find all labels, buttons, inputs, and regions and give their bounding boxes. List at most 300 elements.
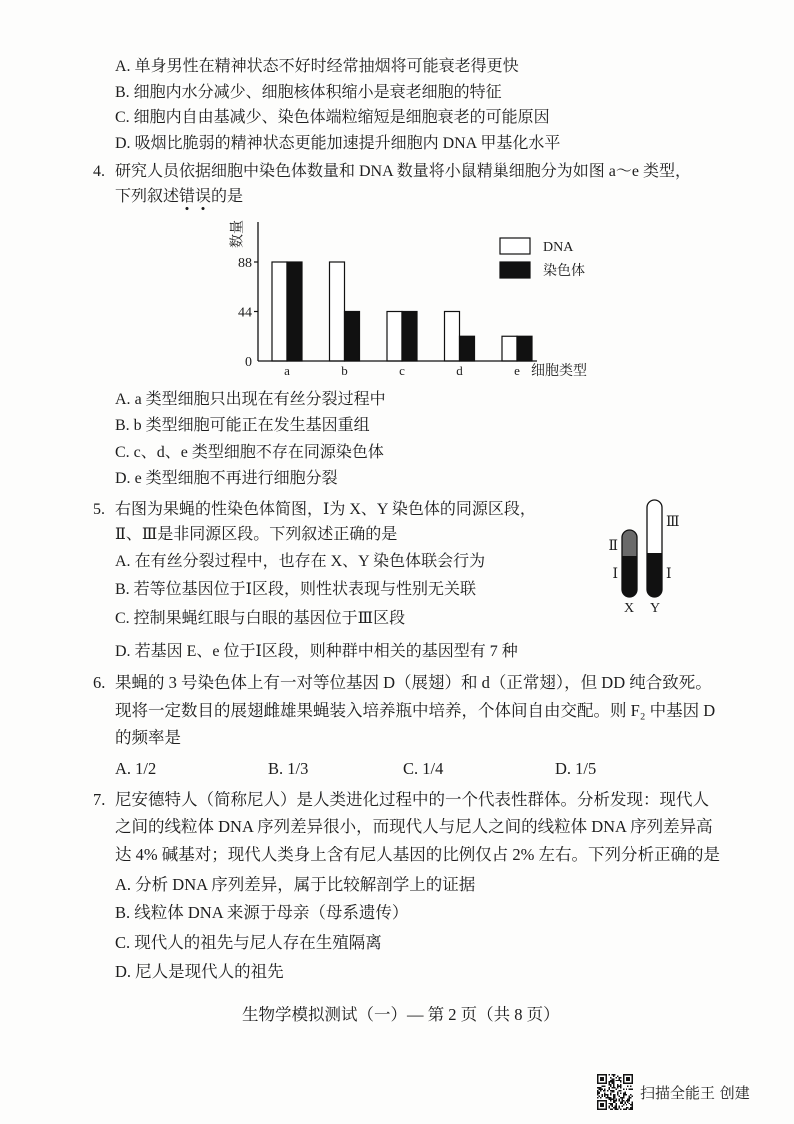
q6-option-a bbox=[115, 758, 156, 780]
option-text: 吸烟比脆弱的精神状态更能加速提升细胞内 DNA 甲基化水平 bbox=[134, 135, 561, 152]
q5-stem-line-1: 右图为果蝇的性染色体简图，Ⅰ为 X、Y 染色体的同源区段， bbox=[115, 501, 536, 518]
qr-module bbox=[610, 1086, 611, 1087]
qr-module bbox=[614, 1100, 615, 1101]
legend-label: 染色体 bbox=[543, 264, 585, 279]
bars-group bbox=[272, 262, 532, 361]
qr-module bbox=[632, 1103, 633, 1104]
qr-module bbox=[624, 1103, 625, 1104]
q4-option-b bbox=[115, 416, 370, 436]
option-text: 1/2 bbox=[135, 759, 157, 778]
qr-module bbox=[609, 1083, 610, 1084]
qr-module bbox=[614, 1096, 615, 1097]
qr-module bbox=[611, 1091, 612, 1092]
option-label: B. bbox=[268, 759, 284, 778]
qr-module bbox=[614, 1097, 615, 1098]
qr-module bbox=[621, 1106, 622, 1107]
qr-module bbox=[611, 1103, 612, 1104]
qr-module bbox=[632, 1107, 633, 1108]
qr-module bbox=[617, 1094, 618, 1095]
qr-module bbox=[610, 1080, 611, 1081]
qr-module bbox=[601, 1086, 602, 1087]
qr-module bbox=[621, 1100, 622, 1101]
qr-module bbox=[610, 1093, 611, 1094]
option-label: B. bbox=[115, 84, 130, 101]
option-label: A. bbox=[115, 58, 131, 75]
bar-series-0-c bbox=[387, 312, 402, 362]
option-text: 线粒体 DNA 来源于母亲（母系遗传） bbox=[134, 903, 409, 922]
qr-module bbox=[632, 1104, 633, 1105]
qr-module bbox=[613, 1086, 614, 1087]
qr-module bbox=[604, 1088, 605, 1089]
option-label: B. bbox=[115, 417, 130, 434]
option-text: 在有丝分裂过程中，也存在 X、Y 染色体联会行为 bbox=[134, 553, 486, 570]
qr-module bbox=[597, 1094, 598, 1095]
qr-module bbox=[609, 1088, 610, 1089]
qr-module bbox=[617, 1086, 618, 1087]
qr-module bbox=[611, 1106, 612, 1107]
option-label: A. bbox=[115, 553, 131, 570]
qr-module bbox=[601, 1096, 602, 1097]
option-text: 若基因 E、e 位于Ⅰ区段，则种群中相关的基因型有 7 种 bbox=[134, 643, 518, 660]
q6-stem-line-2: 现将一定数目的展翅雌雄果蝇装入培养瓶中培养，个体间自由交配。则 F₂ 中基因 D bbox=[115, 701, 716, 720]
qr-module bbox=[603, 1090, 604, 1091]
q5-option-c bbox=[115, 609, 405, 629]
option-text: a 类型细胞只出现在有丝分裂过程中 bbox=[134, 391, 386, 408]
qr-module bbox=[619, 1080, 620, 1081]
q5-option-d bbox=[115, 642, 518, 662]
stem-text: 下列叙述 bbox=[115, 188, 180, 205]
qr-module bbox=[620, 1086, 621, 1087]
scanner-app-mark: 扫描全能王 创建 bbox=[640, 1084, 750, 1102]
q3-option-d bbox=[115, 134, 560, 154]
qr-module bbox=[610, 1094, 611, 1095]
bar-series-0-a bbox=[272, 262, 287, 361]
qr-module bbox=[621, 1097, 622, 1098]
qr-module bbox=[597, 1090, 598, 1091]
qr-module bbox=[630, 1088, 631, 1089]
x-tick-label: b bbox=[341, 363, 348, 378]
q7-stem-line-3: 达 4% 碱基对；现代人类身上含有尼人基因的比例仅占 2% 左右。下列分析正确的是 bbox=[115, 845, 720, 864]
bar-chart bbox=[220, 210, 600, 385]
qr-module bbox=[611, 1104, 612, 1105]
x-homologous-region bbox=[622, 556, 637, 597]
qr-module bbox=[619, 1077, 620, 1078]
y-tick-label: 44 bbox=[238, 305, 252, 321]
qr-module bbox=[623, 1096, 624, 1097]
qr-module bbox=[613, 1081, 614, 1082]
qr-module bbox=[610, 1100, 611, 1101]
qr-module bbox=[630, 1097, 631, 1098]
qr-module bbox=[607, 1097, 608, 1098]
qr-module bbox=[626, 1088, 627, 1089]
option-label: D. bbox=[115, 135, 131, 152]
qr-module bbox=[613, 1098, 614, 1099]
q6-option-d bbox=[555, 758, 596, 780]
qr-module bbox=[619, 1106, 620, 1107]
qr-module bbox=[630, 1107, 631, 1108]
qr-module bbox=[616, 1109, 617, 1110]
qr-module bbox=[610, 1097, 611, 1098]
qr-module bbox=[630, 1094, 631, 1095]
qr-module bbox=[601, 1088, 602, 1089]
qr-module bbox=[606, 1094, 607, 1095]
qr-module bbox=[604, 1090, 605, 1091]
qr-module bbox=[611, 1081, 612, 1082]
qr-module bbox=[623, 1097, 624, 1098]
qr-module bbox=[632, 1101, 633, 1102]
qr-module bbox=[613, 1096, 614, 1097]
qr-module bbox=[601, 1094, 602, 1095]
qr-module bbox=[619, 1100, 620, 1101]
option-text: e 类型细胞不再进行细胞分裂 bbox=[134, 470, 338, 487]
qr-module bbox=[609, 1097, 610, 1098]
q4-option-d bbox=[115, 469, 338, 489]
qr-module bbox=[630, 1109, 631, 1110]
bar-series-1-c bbox=[402, 312, 417, 362]
qr-module bbox=[616, 1077, 617, 1078]
option-text: 细胞内自由基减少、染色体端粒缩短是细胞衰老的可能原因 bbox=[133, 109, 550, 126]
bar-series-0-b bbox=[330, 262, 345, 361]
legend-swatch-dna bbox=[500, 238, 530, 254]
qr-module bbox=[619, 1078, 620, 1079]
qr-module bbox=[597, 1097, 598, 1098]
bar-series-1-e bbox=[517, 336, 532, 361]
q6-option-c bbox=[403, 758, 443, 780]
qr-module bbox=[617, 1084, 618, 1085]
qr-module bbox=[621, 1098, 622, 1099]
qr-module bbox=[611, 1098, 612, 1099]
qr-module bbox=[623, 1104, 624, 1105]
qr-module bbox=[610, 1109, 611, 1110]
qr-module bbox=[629, 1109, 630, 1110]
qr-module bbox=[609, 1087, 610, 1088]
option-label: D. bbox=[555, 759, 572, 778]
qr-module bbox=[630, 1104, 631, 1105]
qr-module bbox=[610, 1081, 611, 1082]
qr-module bbox=[604, 1086, 605, 1087]
qr-module bbox=[613, 1090, 614, 1091]
option-label: B. bbox=[115, 581, 130, 598]
qr-module bbox=[598, 1096, 599, 1097]
option-text: 细胞内水分减少、细胞核体积缩小是衰老细胞的特征 bbox=[133, 84, 502, 101]
option-label: C. bbox=[115, 109, 130, 126]
qr-code bbox=[597, 1074, 633, 1110]
qr-module bbox=[614, 1094, 615, 1095]
option-label: C. bbox=[115, 933, 131, 952]
qr-module bbox=[616, 1106, 617, 1107]
x-chromosome bbox=[622, 530, 637, 597]
qr-module bbox=[626, 1109, 627, 1110]
qr-module bbox=[609, 1107, 610, 1108]
qr-module bbox=[597, 1093, 598, 1094]
option-text: 单身男性在精神状态不好时经常抽烟将可能衰老得更快 bbox=[134, 58, 519, 75]
qr-module bbox=[600, 1087, 601, 1088]
qr-module bbox=[604, 1093, 605, 1094]
qr-module bbox=[624, 1101, 625, 1102]
bar-series-1-d bbox=[460, 336, 475, 361]
qr-module bbox=[611, 1080, 612, 1081]
qr-module bbox=[616, 1088, 617, 1089]
option-label: D. bbox=[115, 962, 132, 981]
option-label: C. bbox=[115, 610, 130, 627]
qr-module bbox=[620, 1103, 621, 1104]
qr-module bbox=[604, 1094, 605, 1095]
qr-module bbox=[630, 1086, 631, 1087]
qr-module bbox=[624, 1093, 625, 1094]
q4-option-c bbox=[115, 443, 384, 463]
q7-option-b bbox=[115, 902, 408, 924]
x-tick-label: e bbox=[514, 363, 520, 378]
qr-module bbox=[609, 1074, 610, 1075]
qr-module bbox=[598, 1091, 599, 1092]
qr-module bbox=[620, 1109, 621, 1110]
y-nonhomologous-region bbox=[647, 500, 662, 553]
option-label: B. bbox=[115, 903, 131, 922]
qr-module bbox=[629, 1103, 630, 1104]
qr-module bbox=[600, 1088, 601, 1089]
qr-module bbox=[610, 1104, 611, 1105]
q3-option-b bbox=[115, 83, 502, 103]
y-tick-label: 0 bbox=[245, 355, 252, 370]
q7-option-c bbox=[115, 932, 382, 954]
region-label: Ⅲ bbox=[666, 515, 680, 530]
qr-module bbox=[621, 1103, 622, 1104]
qr-module bbox=[616, 1098, 617, 1099]
q6-option-b bbox=[268, 758, 308, 780]
option-label: C. bbox=[115, 444, 130, 461]
option-label: A. bbox=[115, 759, 132, 778]
qr-module bbox=[626, 1104, 627, 1105]
qr-module bbox=[617, 1091, 618, 1092]
qr-module bbox=[616, 1107, 617, 1108]
qr-module bbox=[629, 1088, 630, 1089]
q7-option-d bbox=[115, 961, 284, 983]
q4-number: 4. bbox=[93, 163, 105, 180]
qr-module bbox=[613, 1097, 614, 1098]
qr-module bbox=[598, 1087, 599, 1088]
qr-module bbox=[614, 1107, 615, 1108]
option-text: 若等位基因位于Ⅰ区段，则性状表现与性别无关联 bbox=[133, 581, 476, 598]
qr-module bbox=[614, 1074, 615, 1075]
option-text: 控制果蝇红眼与白眼的基因位于Ⅲ区段 bbox=[133, 610, 406, 627]
qr-module bbox=[598, 1088, 599, 1089]
x-tick-label: a bbox=[284, 363, 290, 378]
qr-module bbox=[610, 1090, 611, 1091]
qr-module bbox=[613, 1078, 614, 1079]
qr-module bbox=[617, 1087, 618, 1088]
qr-module bbox=[611, 1087, 612, 1088]
qr-module bbox=[611, 1109, 612, 1110]
y-tick-labels bbox=[238, 256, 252, 370]
qr-module bbox=[613, 1100, 614, 1101]
option-text: 1/3 bbox=[287, 759, 309, 778]
option-label: A. bbox=[115, 875, 132, 894]
qr-module bbox=[611, 1078, 612, 1079]
option-text: 现代人的祖先与尼人存在生殖隔离 bbox=[134, 933, 382, 952]
qr-module bbox=[603, 1086, 604, 1087]
qr-module bbox=[609, 1098, 610, 1099]
legend-label: DNA bbox=[543, 240, 574, 255]
emphasized-keyword: 错误 bbox=[179, 188, 211, 211]
legend-swatch-chromosome bbox=[500, 262, 530, 278]
option-text: b 类型细胞可能正在发生基因重组 bbox=[133, 417, 370, 434]
qr-module bbox=[624, 1094, 625, 1095]
qr-module bbox=[619, 1086, 620, 1087]
q5-stem-line-2: Ⅱ、Ⅲ是非同源区段。下列叙述正确的是 bbox=[115, 526, 398, 543]
qr-module bbox=[609, 1084, 610, 1085]
qr-module bbox=[632, 1096, 633, 1097]
qr-module bbox=[627, 1086, 628, 1087]
q4-option-a bbox=[115, 390, 386, 410]
q6-stem-line-1: 果蝇的 3 号染色体上有一对等位基因 D（展翅）和 d（正常翅），但 DD 纯合致死。 bbox=[115, 673, 712, 692]
qr-module bbox=[613, 1075, 614, 1076]
qr-module bbox=[606, 1097, 607, 1098]
y-homologous-region bbox=[647, 553, 662, 597]
region-label: Ⅰ bbox=[612, 567, 618, 582]
qr-module bbox=[617, 1093, 618, 1094]
qr-module bbox=[620, 1081, 621, 1082]
q7-stem-line-2: 之间的线粒体 DNA 序列差异很小，而现代人与尼人之间的线粒体 DNA 序列差异高 bbox=[115, 817, 713, 836]
qr-module bbox=[627, 1098, 628, 1099]
qr-module bbox=[629, 1100, 630, 1101]
option-label: C. bbox=[403, 759, 419, 778]
qr-finder-top-right bbox=[623, 1074, 633, 1084]
qr-module bbox=[614, 1101, 615, 1102]
chromosome-label-x: X bbox=[623, 601, 635, 616]
qr-module bbox=[627, 1101, 628, 1102]
qr-module bbox=[600, 1090, 601, 1091]
bar-series-1-a bbox=[287, 262, 302, 361]
qr-finder-top-left bbox=[597, 1074, 607, 1084]
page-footer: 生物学模拟测试（一）— 第 2 页（共 8 页） bbox=[242, 1005, 560, 1024]
qr-module bbox=[623, 1109, 624, 1110]
qr-module bbox=[632, 1106, 633, 1107]
qr-module bbox=[629, 1098, 630, 1099]
qr-module bbox=[611, 1090, 612, 1091]
qr-module bbox=[613, 1087, 614, 1088]
qr-module bbox=[617, 1080, 618, 1081]
qr-module bbox=[609, 1106, 610, 1107]
qr-module bbox=[610, 1103, 611, 1104]
qr-module bbox=[627, 1100, 628, 1101]
y-tick-label: 88 bbox=[238, 256, 252, 271]
qr-module bbox=[617, 1075, 618, 1076]
qr-module bbox=[616, 1104, 617, 1105]
qr-module bbox=[613, 1094, 614, 1095]
qr-module bbox=[611, 1074, 612, 1075]
qr-module bbox=[623, 1093, 624, 1094]
qr-module bbox=[620, 1080, 621, 1081]
qr-module bbox=[620, 1090, 621, 1091]
qr-module bbox=[623, 1094, 624, 1095]
qr-finder-bottom-left bbox=[597, 1100, 607, 1110]
qr-module bbox=[620, 1084, 621, 1085]
option-label: A. bbox=[115, 391, 131, 408]
option-text: 分析 DNA 序列差异，属于比较解剖学上的证据 bbox=[135, 875, 476, 894]
qr-module bbox=[623, 1088, 624, 1089]
legend bbox=[500, 238, 585, 279]
qr-module bbox=[619, 1107, 620, 1108]
qr-module bbox=[609, 1081, 610, 1082]
x-tick-label: c bbox=[399, 363, 405, 378]
y-axis-label: 数量 bbox=[230, 220, 246, 248]
qr-module bbox=[610, 1077, 611, 1078]
qr-module bbox=[610, 1084, 611, 1085]
qr-module bbox=[619, 1090, 620, 1091]
q7-number: 7. bbox=[93, 790, 106, 809]
qr-module bbox=[607, 1090, 608, 1091]
qr-module bbox=[620, 1097, 621, 1098]
option-label: D. bbox=[115, 470, 131, 487]
qr-module bbox=[613, 1083, 614, 1084]
q5-option-b bbox=[115, 580, 476, 600]
stem-text: 的是 bbox=[211, 188, 244, 205]
x-axis-label: 细胞类型 bbox=[531, 364, 587, 379]
q5-option-a bbox=[115, 552, 485, 572]
qr-module bbox=[597, 1091, 598, 1092]
qr-module bbox=[614, 1106, 615, 1107]
chromosome-label-y: Y bbox=[649, 601, 661, 616]
x-nonhomologous-region bbox=[622, 530, 637, 556]
region-label: Ⅰ bbox=[666, 567, 672, 582]
qr-module bbox=[616, 1080, 617, 1081]
qr-module bbox=[613, 1074, 614, 1075]
bar-series-0-d bbox=[445, 312, 460, 362]
option-text: c、d、e 类型细胞不存在同源染色体 bbox=[133, 444, 384, 461]
qr-module bbox=[619, 1096, 620, 1097]
q3-option-a bbox=[115, 57, 519, 77]
qr-module bbox=[600, 1097, 601, 1098]
qr-module bbox=[610, 1098, 611, 1099]
qr-module bbox=[620, 1077, 621, 1078]
qr-module bbox=[607, 1094, 608, 1095]
qr-module bbox=[627, 1107, 628, 1108]
qr-module bbox=[629, 1096, 630, 1097]
qr-module bbox=[623, 1100, 624, 1101]
qr-module bbox=[614, 1087, 615, 1088]
option-label: D. bbox=[115, 643, 131, 660]
qr-module bbox=[624, 1091, 625, 1092]
qr-module bbox=[626, 1094, 627, 1095]
qr-module bbox=[607, 1096, 608, 1097]
q7-option-a bbox=[115, 874, 475, 896]
bar-series-1-b bbox=[345, 312, 360, 362]
qr-module bbox=[620, 1087, 621, 1088]
qr-module bbox=[613, 1091, 614, 1092]
sex-chromosome-figure bbox=[590, 490, 690, 620]
qr-module bbox=[626, 1107, 627, 1108]
q3-option-c bbox=[115, 108, 550, 128]
q7-stem-line-1: 尼安德特人（简称尼人）是人类进化过程中的一个代表性群体。分析发现：现代人 bbox=[115, 790, 709, 809]
qr-module bbox=[616, 1100, 617, 1101]
qr-module bbox=[611, 1083, 612, 1084]
qr-module bbox=[620, 1101, 621, 1102]
qr-module bbox=[613, 1101, 614, 1102]
option-text: 1/5 bbox=[575, 759, 597, 778]
qr-module bbox=[629, 1097, 630, 1098]
option-text: 1/4 bbox=[422, 759, 444, 778]
qr-module bbox=[632, 1109, 633, 1110]
qr-module bbox=[613, 1107, 614, 1108]
qr-module bbox=[626, 1100, 627, 1101]
qr-module bbox=[597, 1087, 598, 1088]
qr-module bbox=[613, 1084, 614, 1085]
qr-module bbox=[604, 1096, 605, 1097]
q4-stem-line-2 bbox=[115, 187, 243, 207]
qr-module bbox=[624, 1109, 625, 1110]
x-tick-labels bbox=[284, 363, 520, 378]
q6-stem-line-3: 的频率是 bbox=[115, 728, 181, 747]
